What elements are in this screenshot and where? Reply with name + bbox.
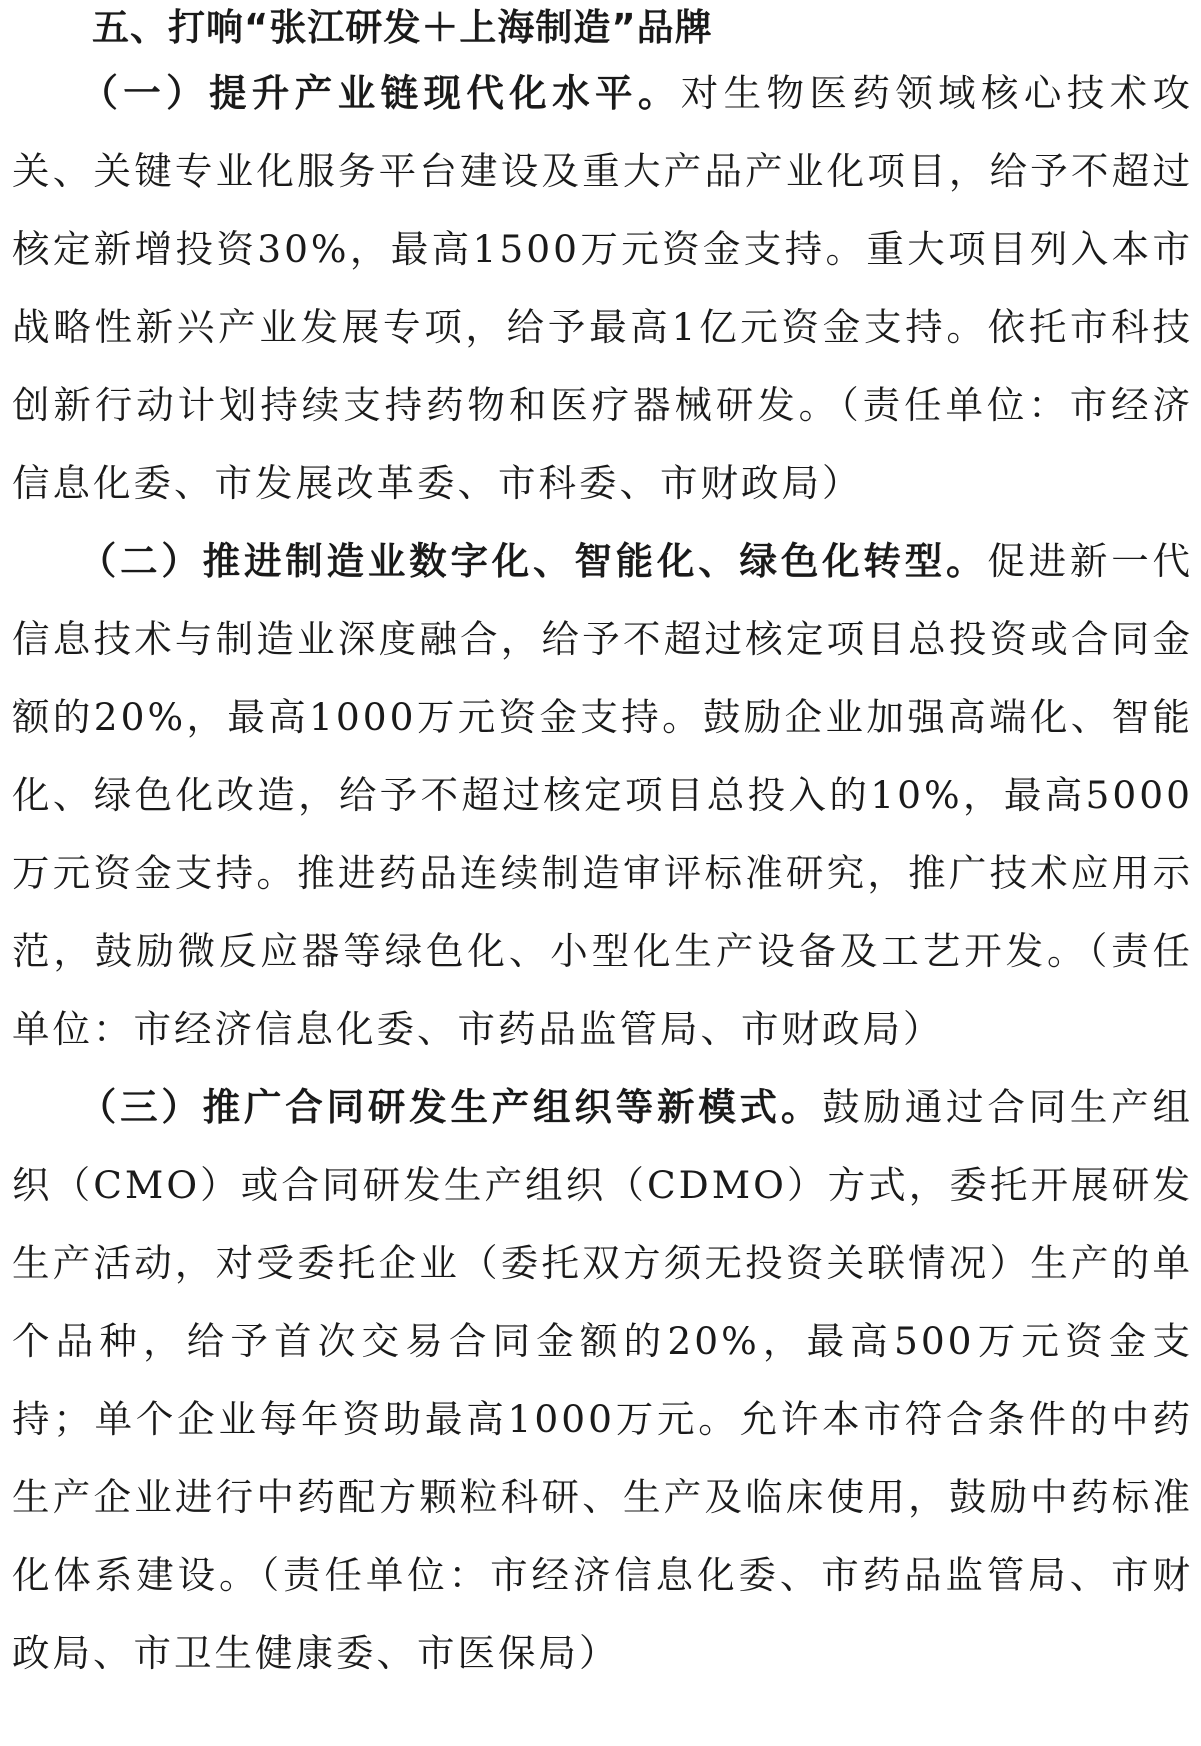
- section-heading: 五、打响“张江研发＋上海制造”品牌: [92, 6, 713, 49]
- paragraph-1-subheading: （一）提升产业链现代化水平。: [78, 71, 681, 115]
- paragraph-2-body: 促进新一代信息技术与制造业深度融合，给予不超过核定项目总投资或合同金额的20%，最高1000万元资金支持。鼓励企业加强高端化、智能化、绿色化改造，给予不超过核定项目总投入的10%，最高5000万元资金支持。推进药品连续制造审评标准研究，推广技术应用示范，鼓励微反应器等绿色化、小型化生产设备及工艺开发。（责任单位：市经济信息化委、市药品监管局、市财政局）: [12, 539, 1194, 1051]
- paragraph-2: [12, 522, 1193, 1068]
- paragraph-1: [12, 54, 1193, 522]
- paragraph-3: [12, 1068, 1193, 1692]
- paragraph-1-body: 对生物医药领域核心技术攻关、关键专业化服务平台建设及重大产品产业化项目，给予不超过核定新增投资30%，最高1500万元资金支持。重大项目列入本市战略性新兴产业发展专项，给予最高1亿元资金支持。依托市科技创新行动计划持续支持药物和医疗器械研发。（责任单位：市经济信息化委、市发展改革委、市科委、市财政局）: [12, 71, 1194, 505]
- paragraph-2-subheading: （二）推进制造业数字化、智能化、绿色化转型。: [78, 539, 988, 583]
- paragraph-3-body: 鼓励通过合同生产组织（CMO）或合同研发生产组织（CDMO）方式，委托开展研发生产活动，对受委托企业（委托双方须无投资关联情况）生产的单个品种，给予首次交易合同金额的20%，最高500万元资金支持；单个企业每年资助最高1000万元。允许本市符合条件的中药生产企业进行中药配方颗粒科研、生产及临床使用，鼓励中药标准化体系建设。（责任单位：市经济信息化委、市药品监管局、市财政局、市卫生健康委、市医保局）: [12, 1085, 1194, 1675]
- paragraph-3-subheading: （三）推广合同研发生产组织等新模式。: [78, 1085, 823, 1129]
